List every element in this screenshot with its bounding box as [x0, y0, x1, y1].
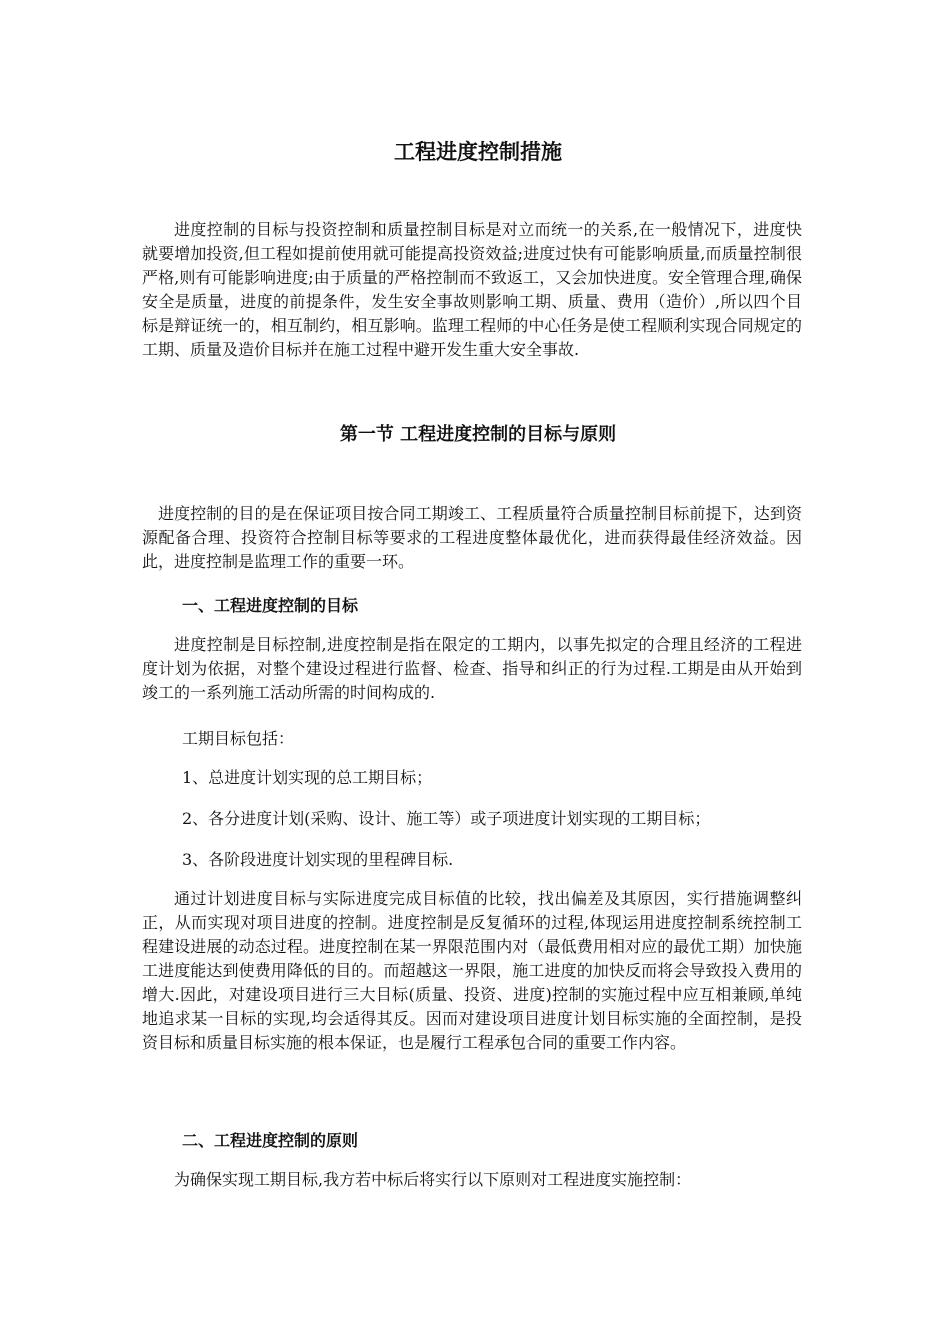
section-1-title: 第一节 工程进度控制的目标与原则: [339, 424, 617, 445]
document-title: 工程进度控制措施: [394, 140, 562, 164]
intro-paragraph: 进度控制的目标与投资控制和质量控制目标是对立而统一的关系,在一般情况下，进度快就要增加投资,但工程如提前使用就可能提高投资效益;进度过快有可能影响质量,而质量控制很严格,则有可能影响进度;由于质量的严格控制而不致返工，又会加快进度。安全管理合理,确保安全是质量，进度的前提条件，发生安全事故则影响工期、质量、费用（造价）,所以四个目标是辩证统一的，相互制约，相互影响。监理工程师的中心任务是使工程顺利实现合同规定的工期、质量及造价目标并在施工过程中避开发生重大安全事故.: [142, 220, 802, 359]
goals-list-item-2: 2、各分进度计划(采购、设计、施工等）或子项进度计划实现的工期目标；: [182, 809, 711, 828]
goals-list-item-3: 3、各阶段进度计划实现的里程碑目标.: [182, 850, 454, 869]
subsection-2-paragraph: 为确保实现工期目标,我方若中标后将实行以下原则对工程进度实施控制：: [174, 1170, 692, 1189]
subsection-1-closing-paragraph: 通过计划进度目标与实际进度完成目标值的比较，找出偏差及其原因，实行措施调整纠正，从而实现对项目进度的控制。进度控制是反复循环的过程,体现运用进度控制系统控制工程建设进展的动态过程。进度控制在某一界限范围内对（最低费用相对应的最优工期）加快施工进度能达到使费用降低的目的。而超越这一界限，施工进度的加快反而将会导致投入费用的增大.因此，对建设项目进行三大目标(质量、投资、进度)控制的实施过程中应互相兼顾,单纯地追求某一目标的实现,均会适得其反。因而对建设项目进度计划目标实施的全面控制，是投资目标和质量目标实施的根本保证，也是履行工程承包合同的重要工作内容。: [142, 889, 802, 1052]
subsection-2-heading: 二、工程进度控制的原则: [182, 1131, 359, 1150]
goals-list-item-1: 1、总进度计划实现的总工期目标；: [182, 768, 433, 787]
subsection-1-heading: 一、工程进度控制的目标: [182, 596, 359, 615]
subsection-1-paragraph: 进度控制是目标控制,进度控制是指在限定的工期内，以事先拟定的合理且经济的工程进度计划为依据，对整个建设过程进行监督、检查、指导和纠正的行为过程.工期是由从开始到竣工的一系列施工活动所需的时间构成的.: [142, 635, 802, 702]
document-page: [142, 0, 814, 1344]
section-1-paragraph: 进度控制的目的是在保证项目按合同工期竣工、工程质量符合质量控制目标前提下，达到资源配备合理、投资符合控制目标等要求的工程进度整体最优化，进而获得最佳经济效益。因此，进度控制是监理工作的重要一环。: [142, 504, 802, 571]
goals-list-intro: 工期目标包括：: [182, 729, 295, 748]
